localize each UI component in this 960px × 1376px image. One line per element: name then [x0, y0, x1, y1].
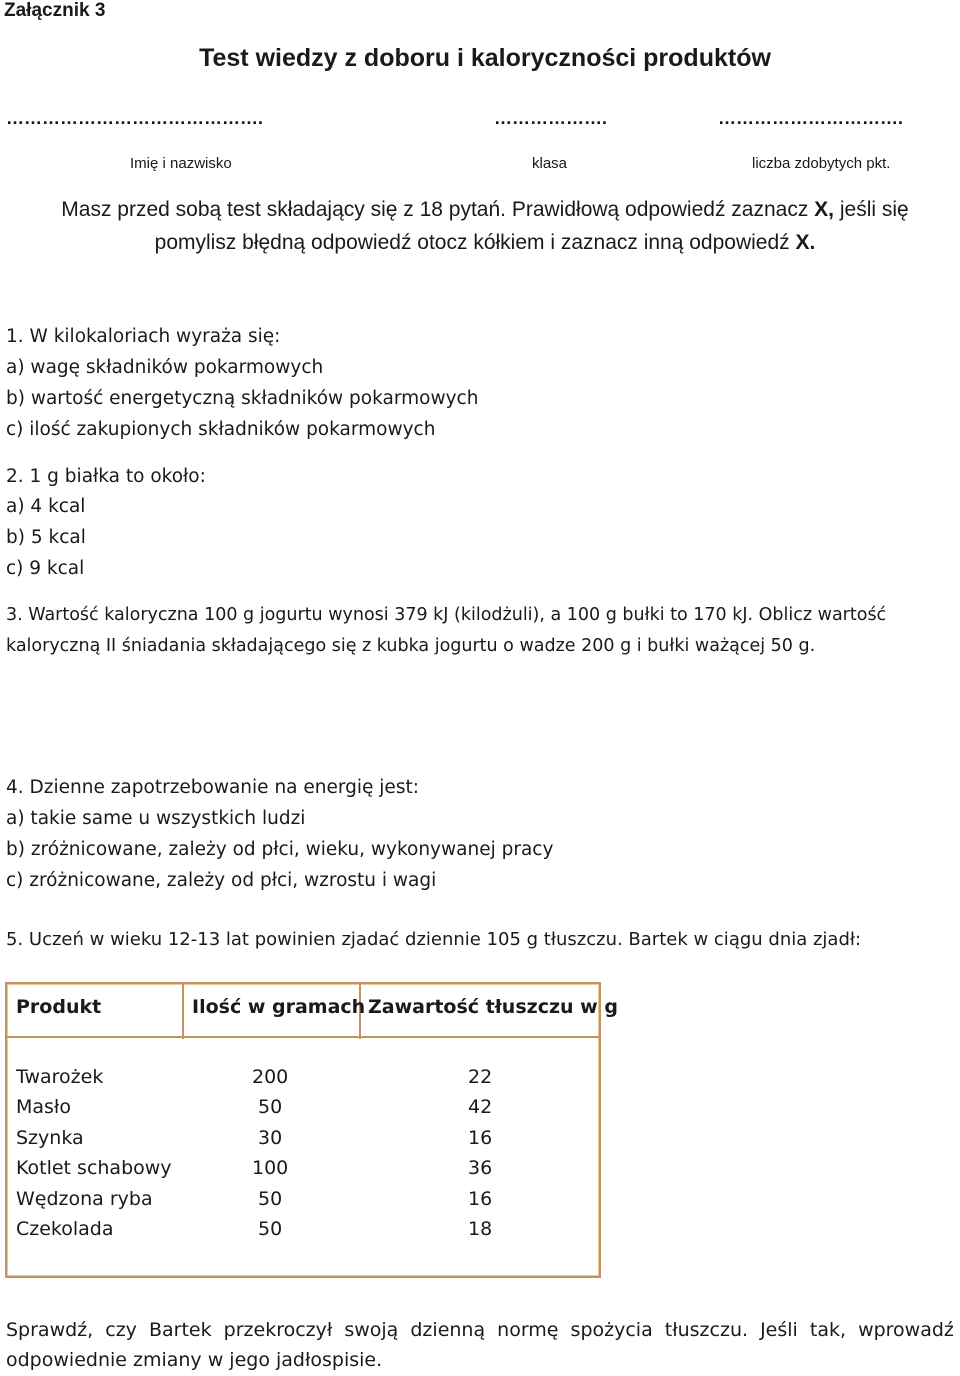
q4-option-c: c) zróżnicowane, zależy od płci, wzrostu i wagi — [6, 870, 437, 891]
table-row-4-fat: 36 — [468, 1157, 493, 1179]
closing-word: tak, — [809, 1319, 847, 1341]
q1-option-c: c) ilość zakupionych składników pokarmowych — [6, 419, 436, 440]
test-title: Test wiedzy z doboru i kaloryczności produktów — [199, 44, 771, 72]
closing-word: swoją — [344, 1319, 399, 1341]
q2-option-b: b) 5 kcal — [6, 527, 86, 548]
table-row-3-fat: 16 — [468, 1127, 493, 1149]
name-dots: ……………………………………. — [6, 108, 264, 128]
table-row-2-fat: 42 — [468, 1096, 493, 1118]
question-2: 2. 1 g białka to około: — [6, 466, 206, 487]
q1-option-a: a) wagę składników pokarmowych — [6, 357, 324, 378]
question-1: 1. W kilokaloriach wyraża się: — [6, 326, 281, 347]
intro-line-2: pomylisz błędną odpowiedź otocz kółkiem i zaznacz inną odpowiedź X. — [154, 231, 816, 254]
table-row-1-amount: 200 — [252, 1066, 289, 1088]
closing-line-2: odpowiednie zmiany w jego jadłospisie. — [6, 1349, 383, 1371]
table-row-5-product: Wędzona ryba — [16, 1188, 153, 1210]
closing-word: normę — [497, 1319, 559, 1341]
name-caption: Imię i nazwisko — [130, 155, 232, 172]
closing-word: Bartek — [148, 1319, 212, 1341]
question-3-line-1: 3. Wartość kaloryczna 100 g jogurtu wynosi 379 kJ (kilodżuli), a 100 g bułki to 170 kJ. Oblicz wartość — [6, 605, 887, 625]
class-dots: ………………. — [494, 108, 608, 128]
closing-word: wprowadź — [858, 1319, 954, 1341]
points-dots: …………………………. — [718, 108, 904, 128]
table-row-4-amount: 100 — [252, 1157, 289, 1179]
q4-option-b: b) zróżnicowane, zależy od płci, wieku, wykonywanej pracy — [6, 839, 554, 860]
closing-word: dzienną — [410, 1319, 486, 1341]
table-row-6-amount: 50 — [258, 1218, 283, 1240]
closing-word: tłuszczu. — [664, 1319, 749, 1341]
closing-line-1 — [6, 1319, 954, 1341]
table-row-3-product: Szynka — [16, 1127, 84, 1149]
closing-word: czy — [105, 1319, 137, 1341]
table-row-1-product: Twarożek — [16, 1066, 104, 1088]
q2-option-c: c) 9 kcal — [6, 558, 85, 579]
table-header-divider — [5, 1036, 601, 1038]
table-row-2-amount: 50 — [258, 1096, 283, 1118]
table-row-4-product: Kotlet schabowy — [16, 1157, 172, 1179]
table-col-divider-1 — [182, 982, 184, 1039]
q4-option-a: a) takie same u wszystkich ludzi — [6, 808, 306, 829]
closing-word: Sprawdź, — [6, 1319, 94, 1341]
closing-word: Jeśli — [760, 1319, 798, 1341]
attachment-label: Załącznik 3 — [4, 0, 106, 21]
closing-word: przekroczył — [223, 1319, 333, 1341]
points-caption: liczba zdobytych pkt. — [752, 155, 891, 172]
table-row-1-fat: 22 — [468, 1066, 493, 1088]
question-4: 4. Dzienne zapotrzebowanie na energię jest: — [6, 777, 419, 798]
q2-option-a: a) 4 kcal — [6, 496, 86, 517]
question-3-line-2: kaloryczną II śniadania składającego się z kubka jogurtu o wadze 200 g i bułki ważącej 50 g. — [6, 636, 816, 656]
table-header-fat: Zawartość tłuszczu w g — [368, 996, 618, 1018]
table-row-5-fat: 16 — [468, 1188, 493, 1210]
class-caption: klasa — [532, 155, 568, 172]
closing-word: spożycia — [570, 1319, 653, 1341]
table-row-2-product: Masło — [16, 1096, 71, 1118]
table-header-product: Produkt — [16, 996, 102, 1018]
table-row-3-amount: 30 — [258, 1127, 283, 1149]
table-row-6-product: Czekolada — [16, 1218, 114, 1240]
question-5: 5. Uczeń w wieku 12-13 lat powinien zjadać dziennie 105 g tłuszczu. Bartek w ciągu dnia zjadł: — [6, 929, 862, 950]
q1-option-b: b) wartość energetyczną składników pokarmowych — [6, 388, 479, 409]
table-header-amount: Ilość w gramach — [192, 996, 366, 1018]
intro-line-1: Masz przed sobą test składający się z 18 pytań. Prawidłową odpowiedź zaznacz X, jeśli się — [61, 198, 909, 221]
table-row-6-fat: 18 — [468, 1218, 493, 1240]
table-row-5-amount: 50 — [258, 1188, 283, 1210]
